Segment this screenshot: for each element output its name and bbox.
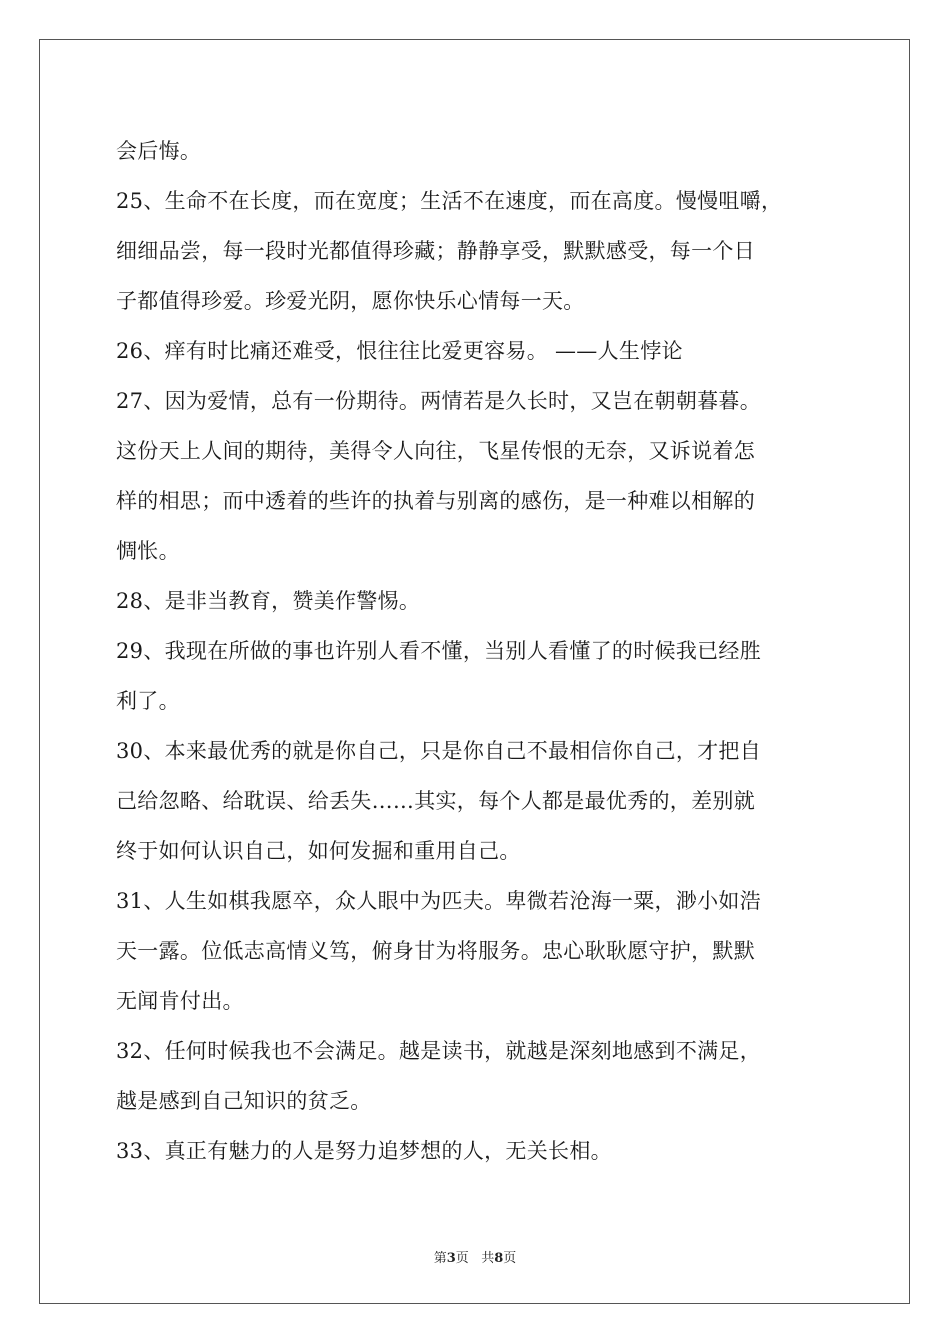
text-line: 惆怅。 <box>116 539 180 563</box>
text-line: 29、我现在所做的事也许别人看不懂，当别人看懂了的时候我已经胜 <box>116 639 762 663</box>
text-line: 30、本来最优秀的就是你自己，只是你自己不最相信你自己，才把自 <box>116 739 762 763</box>
text-line: 细细品尝，每一段时光都值得珍藏；静静享受，默默感受，每一个日 <box>116 239 755 263</box>
text-line: 33、真正有魅力的人是努力追梦想的人，无关长相。 <box>116 1139 612 1163</box>
document-body <box>116 126 836 1176</box>
text-line: 26、痒有时比痛还难受，恨往往比爱更容易。 ——人生悖论 <box>116 339 683 363</box>
page-number: 3 <box>446 1251 456 1266</box>
text-line: 终于如何认识自己，如何发掘和重用自己。 <box>116 839 521 863</box>
text-line: 越是感到自己知识的贫乏。 <box>116 1089 372 1113</box>
text-line: 32、任何时候我也不会满足。越是读书，就越是深刻地感到不满足， <box>116 1039 762 1063</box>
text-line: 子都值得珍爱。珍爱光阴，愿你快乐心情每一天。 <box>116 289 585 313</box>
page-suffix: 页 <box>455 1251 469 1266</box>
text-line: 会后悔。 <box>116 139 202 163</box>
text-line: 27、因为爱情，总有一份期待。两情若是久长时，又岂在朝朝暮暮。 <box>116 389 762 413</box>
text-line: 利了。 <box>116 689 180 713</box>
total-prefix: 共 <box>481 1251 495 1266</box>
text-line: 28、是非当教育，赞美作警惕。 <box>116 589 421 613</box>
total-suffix: 页 <box>503 1251 517 1266</box>
text-line: 25、生命不在长度，而在宽度；生活不在速度，而在高度。慢慢咀嚼， <box>116 189 783 213</box>
total-pages: 8 <box>494 1251 504 1266</box>
text-line: 天一露。位低志高情义笃，俯身甘为将服务。忠心耿耿愿守护，默默 <box>116 939 755 963</box>
text-line: 31、人生如棋我愿卒，众人眼中为匹夫。卑微若沧海一粟，渺小如浩 <box>116 889 762 913</box>
text-line: 己给忽略、给耽误、给丢失……其实，每个人都是最优秀的，差别就 <box>116 789 755 813</box>
text-line: 样的相思；而中透着的些许的执着与别离的感伤，是一种难以相解的 <box>116 489 755 513</box>
text-line: 无闻肯付出。 <box>116 989 244 1013</box>
page-prefix: 第 <box>433 1251 447 1266</box>
page-footer <box>0 1247 950 1266</box>
text-line: 这份天上人间的期待，美得令人向往，飞星传恨的无奈，又诉说着怎 <box>116 439 755 463</box>
